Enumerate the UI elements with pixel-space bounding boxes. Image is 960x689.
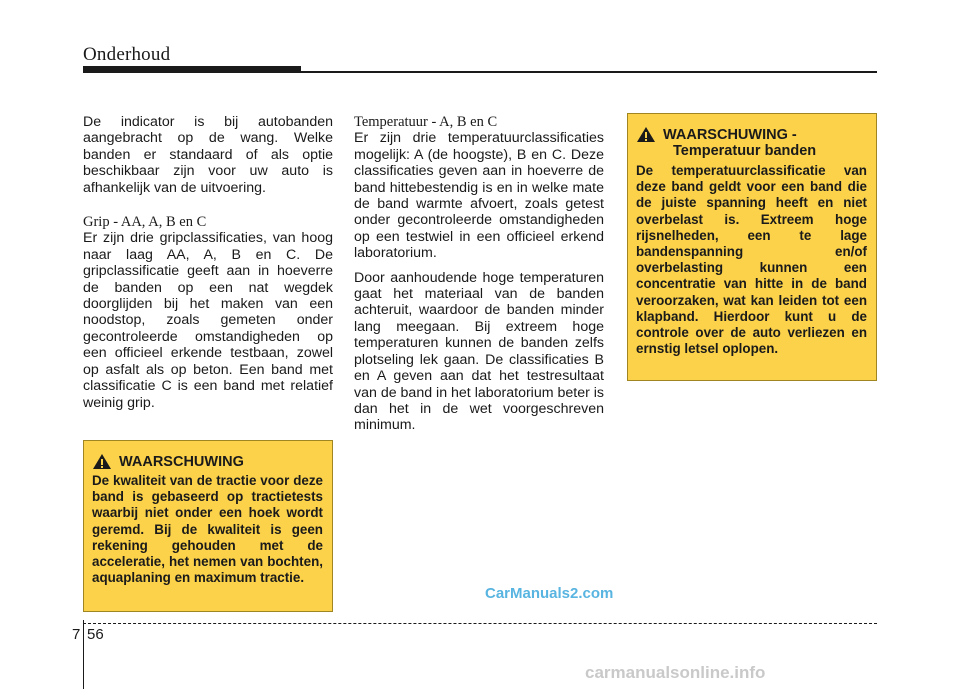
footer-dashed-rule <box>83 623 877 624</box>
header-rule-thin <box>301 71 877 73</box>
warning-title-line-2: Temperatuur banden <box>673 143 817 159</box>
grip-paragraph: Er zijn drie gripclassificaties, van hoog naar laag AA, A, B en C. De gripclassificatie geeft aan in hoeverre de banden op een nat wegdek doorglijden bij het maken van een noodstop, zoals gemeten onder gecontroleerde omstandigheden op een officieel erkende testbaan, zowel op asfalt als op beton. Een band met classificatie C is een band met relatief weinig grip. <box>83 230 333 411</box>
header-rule-thick <box>83 66 301 73</box>
temperature-warning-box <box>627 113 877 381</box>
warning-triangle-icon <box>636 126 656 143</box>
grip-heading: Grip - AA, A, B en C <box>83 214 207 231</box>
watermark-text: carmanualsonline.info <box>585 663 766 682</box>
temperature-paragraph-2: Door aanhoudende hoge temperaturen gaat het materiaal van de banden achteruit, waardoor de banden minder lang meegaan. Bij extreem hoge temperaturen kunnen de banden zelfs plotseling lek gaan. De classificaties B en A geven aan dat het testresultaat van de band in het laboratorium beter is dan het in de wet voorgeschreven minimum. <box>354 269 605 434</box>
footer-vertical-rule <box>83 620 84 689</box>
column-left <box>83 114 333 411</box>
temperature-paragraph-1: Er zijn drie temperatuurclassificaties mogelijk: A (de hoogste), B en C. Deze classificaties geven aan in hoeverre de band hittebestendig is en in welke mate de band warmte afvoert, zoals getest onder gecontroleerde omstandigheden op een testwiel in een officieel erkend laboratorium. <box>354 130 604 262</box>
section-title: Onderhoud <box>83 44 171 65</box>
warning-text: De temperatuurclassificatie van deze band geldt voor een band die de juiste spanning heeft en niet overbelast is. Extreem hoge rijsnelheden, een te lage bandenspanning en/of overbelasting kunnen een concentratie van hitte in de band veroorzaken, wat kan leiden tot een klapband. Hierdoor kunt u de controle over de auto verliezen en ernstig letsel oplopen. <box>636 163 867 357</box>
page-number: 56 <box>87 626 104 643</box>
warning-text: De kwaliteit van de tractie voor deze band is gebaseerd op tractietests waarbij niet onder een hoek wordt geremd. Bij de kwaliteit is geen rekening gehouden met de acceleratie, het nemen van bochten, aquaplaning en maximum tractie. <box>92 473 323 586</box>
column-middle <box>354 114 604 434</box>
traction-warning-box <box>83 440 333 612</box>
temperature-heading: Temperatuur - A, B en C <box>354 114 498 130</box>
warning-header <box>92 454 323 470</box>
intro-paragraph: De indicator is bij autobanden aangebracht op de wang. Welke banden er standaard of als optie beschikbaar zijn voor uw auto is afhankelijk van de uitvoering. <box>83 114 333 196</box>
warning-title: WAARSCHUWING <box>119 454 244 470</box>
chapter-number: 7 <box>72 626 81 643</box>
watermark-link[interactable]: CarManuals2.com <box>485 585 614 602</box>
warning-title-line-1: WAARSCHUWING - <box>663 127 797 143</box>
warning-title <box>663 127 816 159</box>
warning-triangle-icon <box>92 453 112 470</box>
warning-header <box>636 127 867 159</box>
